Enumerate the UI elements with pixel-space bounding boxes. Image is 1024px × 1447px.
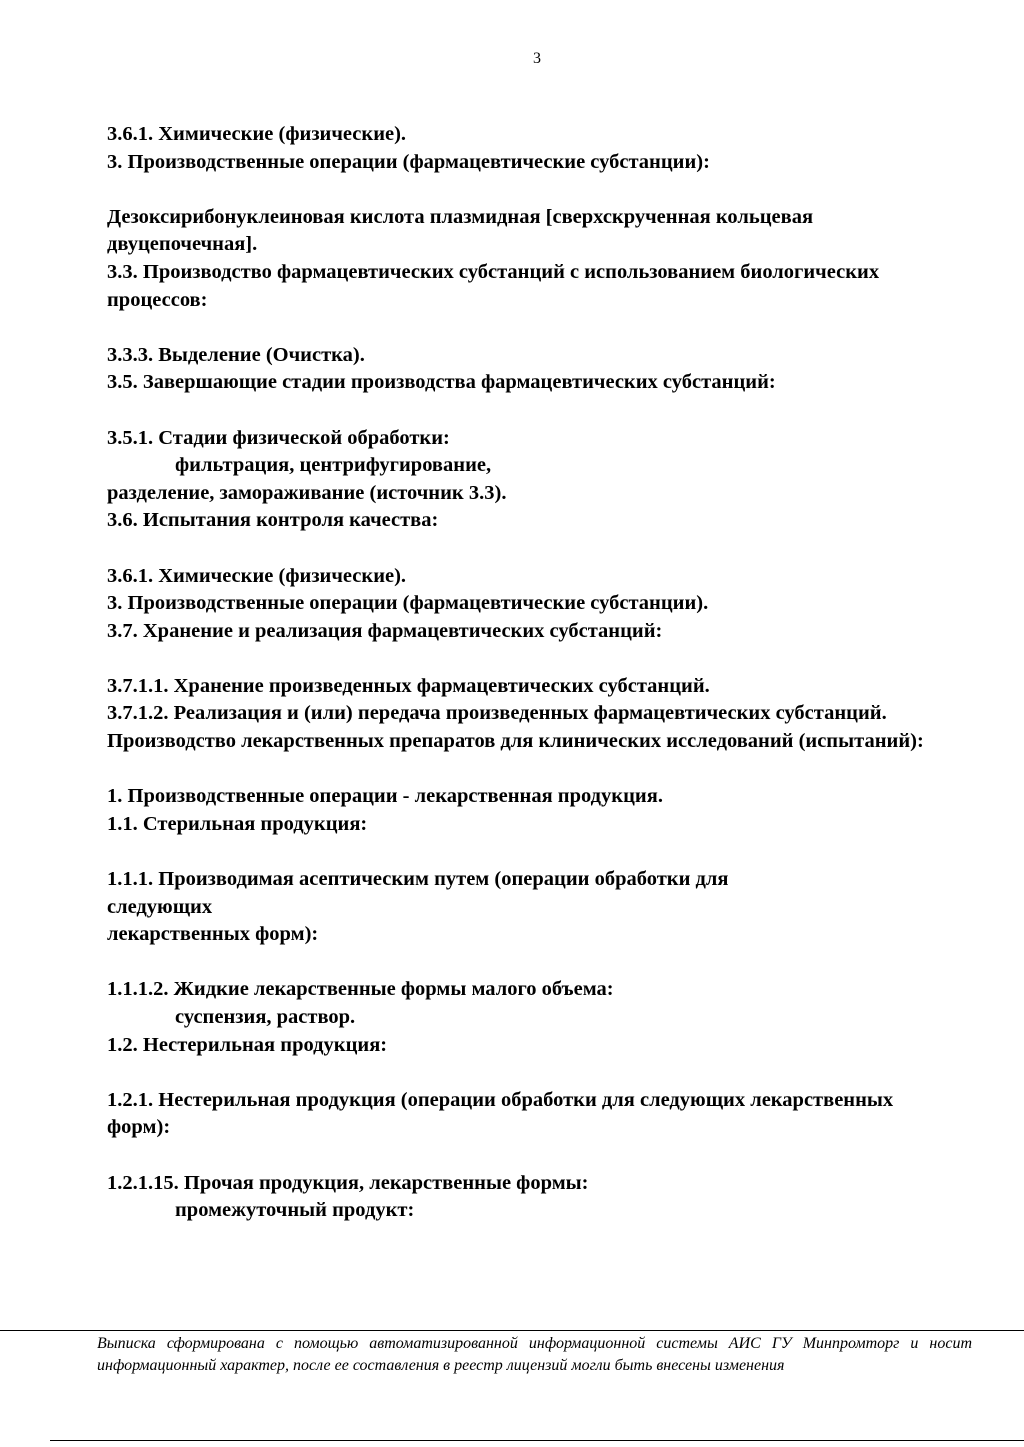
document-body	[107, 121, 947, 1225]
text-line: 1.2. Нестерильная продукция:	[107, 1033, 388, 1056]
footer-divider	[0, 1330, 1024, 1331]
paragraph-gap	[107, 838, 947, 866]
text-line: Производство лекарственных препаратов для клинических исследований (испытаний):	[107, 730, 924, 753]
paragraph-gap	[107, 949, 947, 977]
paragraph-gap	[107, 756, 947, 784]
page-number: 3	[533, 50, 541, 67]
text-line: разделение, замораживание (источник 3.3).	[107, 481, 507, 504]
text-line: промежуточный продукт:	[175, 1199, 415, 1222]
text-line: 1.1. Стерильная продукция:	[107, 812, 368, 835]
text-line: 1.1.1. Производимая асептическим путем (операции обработки для	[107, 868, 729, 891]
paragraph-gap	[107, 1142, 947, 1170]
text-line: 3.6.1. Химические (физические).	[107, 564, 407, 587]
paragraph-gap	[107, 535, 947, 563]
text-line: 3.3. Производство фармацевтических субстанций с использованием биологических процессов:	[107, 260, 880, 311]
paragraph-gap	[107, 176, 947, 204]
text-line: суспензия, раствор.	[175, 1006, 356, 1028]
paragraph-gap	[107, 314, 947, 342]
text-line: 3.6.1. Химические (физические).	[107, 123, 407, 145]
paragraph-gap	[107, 645, 947, 673]
text-line: 3. Производственные операции (фармацевтические субстанции).	[107, 592, 709, 615]
text-line: лекарственных форм):	[107, 923, 319, 946]
text-line: 1.2.1. Нестерильная продукция (операции обработки для следующих лекарственных форм):	[107, 1088, 894, 1139]
text-line: 3.5.1. Стадии физической обработки:	[107, 426, 450, 449]
paragraph-gap	[107, 397, 947, 425]
text-line: следующих	[107, 895, 213, 918]
text-line: 1. Производственные операции - лекарственная продукция.	[107, 785, 663, 808]
text-line: 1.2.1.15. Прочая продукция, лекарственные формы:	[107, 1171, 589, 1194]
paragraph-gap	[107, 1059, 947, 1087]
text-line: 3.6. Испытания контроля качества:	[107, 509, 439, 532]
bottom-divider	[50, 1440, 1024, 1441]
text-line: 3.3.3. Выделение (Очистка).	[107, 343, 365, 366]
text-line: 3. Производственные операции (фармацевтические субстанции):	[107, 150, 710, 173]
footer-disclaimer: Выписка сформирована с помощью автоматизированной информационной системы АИС ГУ Минпромторг и носит информационный характер, после ее составления в реестр лицензий могли быть внесены изменения	[97, 1335, 972, 1374]
text-line: 3.7.1.2. Реализация и (или) передача произведенных фармацевтических субстанций.	[107, 702, 887, 725]
text-line: Дезоксирибонуклеиновая кислота плазмидная [сверхскрученная кольцевая двуцепочечная].	[107, 205, 814, 256]
text-line: фильтрация, центрифугирование,	[175, 454, 492, 477]
text-line: 3.5. Завершающие стадии производства фармацевтических субстанций:	[107, 371, 776, 394]
text-line: 3.7.1.1. Хранение произведенных фармацевтических субстанций.	[107, 674, 710, 697]
text-line: 1.1.1.2. Жидкие лекарственные формы малого объема:	[107, 978, 614, 1001]
text-line: 3.7. Хранение и реализация фармацевтических субстанций:	[107, 619, 663, 642]
